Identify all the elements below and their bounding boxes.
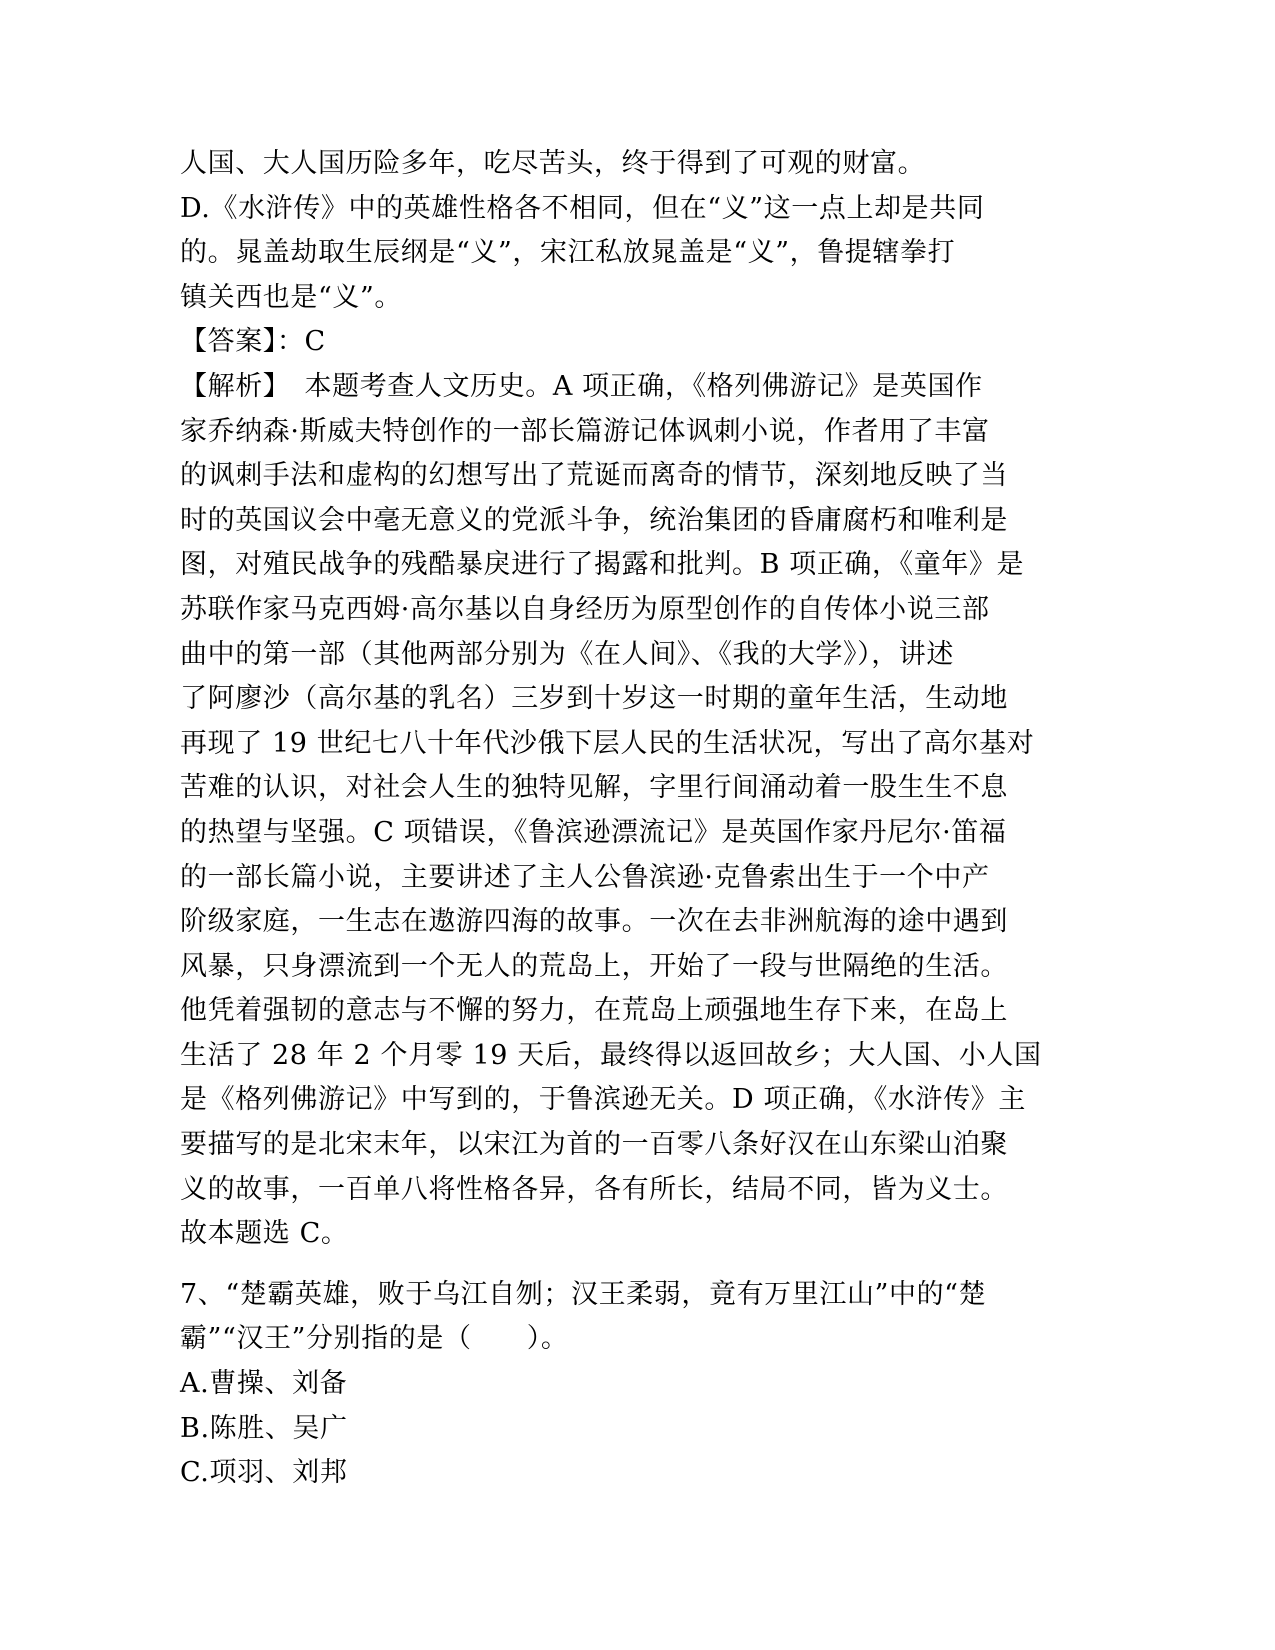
analysis-line: 了阿廖沙（高尔基的乳名）三岁到十岁这一时期的童年生活，生动地 bbox=[180, 683, 1008, 715]
analysis-line: 苦难的认识，对社会人生的独特见解，字里行间涌动着一股生生不息 bbox=[180, 772, 1008, 804]
option-d-line: D.《水浒传》中的英雄性格各不相同，但在“义”这一点上却是共同 bbox=[180, 192, 985, 224]
analysis-line: 义的故事，一百单八将性格各异，各有所长，结局不同，皆为义士。 bbox=[180, 1173, 1008, 1205]
analysis-line: 他凭着强韧的意志与不懈的努力，在荒岛上顽强地生存下来，在岛上 bbox=[180, 995, 1008, 1027]
analysis-line: 图，对殖民战争的残酷暴戾进行了揭露和批判。B 项正确，《童年》是 bbox=[180, 549, 1025, 581]
analysis-line: 风暴，只身漂流到一个无人的荒岛上，开始了一段与世隔绝的生活。 bbox=[180, 950, 1008, 982]
analysis-line: 阶级家庭，一生志在遨游四海的故事。一次在去非洲航海的途中遇到 bbox=[180, 906, 1008, 938]
analysis-line: 生活了 28 年 2 个月零 19 天后，最终得以返回故乡；大人国、小人国 bbox=[180, 1039, 1042, 1071]
option-d-line: 镇关西也是“义”。 bbox=[180, 281, 403, 313]
analysis-line: 曲中的第一部（其他两部分别为《在人间》、《我的大学》），讲述 bbox=[180, 638, 954, 670]
option-c: C.项羽、刘邦 bbox=[180, 1457, 348, 1489]
section-gap bbox=[180, 1257, 1080, 1273]
question-stem-line: 霸”“汉王”分别指的是（ ）。 bbox=[180, 1323, 569, 1355]
answer-line: 【答案】：C bbox=[180, 326, 326, 358]
option-b: B.陈胜、吴广 bbox=[180, 1412, 348, 1444]
analysis-line: 要描写的是北宋末年，以宋江为首的一百零八条好汉在山东梁山泊聚 bbox=[180, 1129, 1008, 1161]
analysis-line: 是《格列佛游记》中写到的，于鲁滨逊无关。D 项正确，《水浒传》主 bbox=[180, 1084, 1026, 1116]
analysis-line: 的讽刺手法和虚构的幻想写出了荒诞而离奇的情节，深刻地反映了当 bbox=[180, 460, 1008, 492]
analysis-line: 再现了 19 世纪七八十年代沙俄下层人民的生活状况，写出了高尔基对 bbox=[180, 727, 1035, 759]
analysis-line: 的热望与坚强。C 项错误，《鲁滨逊漂流记》是英国作家丹尼尔·笛福 bbox=[180, 816, 1007, 848]
question-stem-line: 7、“楚霸英雄，败于乌江自刎；汉王柔弱，竟有万里江山”中的“楚 bbox=[180, 1278, 987, 1310]
document-page bbox=[180, 142, 1080, 1496]
analysis-line: 的一部长篇小说，主要讲述了主人公鲁滨逊·克鲁索出生于一个中产 bbox=[180, 861, 990, 893]
analysis-line: 苏联作家马克西姆·高尔基以自身经历为原型创作的自传体小说三部 bbox=[180, 593, 990, 625]
analysis-line: 故本题选 C。 bbox=[180, 1218, 349, 1250]
option-a: A.曹操、刘备 bbox=[180, 1368, 348, 1400]
analysis-line: 时的英国议会中毫无意义的党派斗争，统治集团的昏庸腐朽和唯利是 bbox=[180, 504, 1008, 536]
analysis-line: 家乔纳森·斯威夫特创作的一部长篇游记体讽刺小说，作者用了丰富 bbox=[180, 415, 990, 447]
analysis-line: 【解析】 本题考查人文历史。A 项正确，《格列佛游记》是英国作 bbox=[180, 370, 983, 402]
option-c-tail: 人国、大人国历险多年，吃尽苦头，终于得到了可观的财富。 bbox=[180, 148, 926, 179]
option-d-line: 的。晁盖劫取生辰纲是“义”，宋江私放晁盖是“义”，鲁提辖拳打 bbox=[180, 237, 956, 269]
